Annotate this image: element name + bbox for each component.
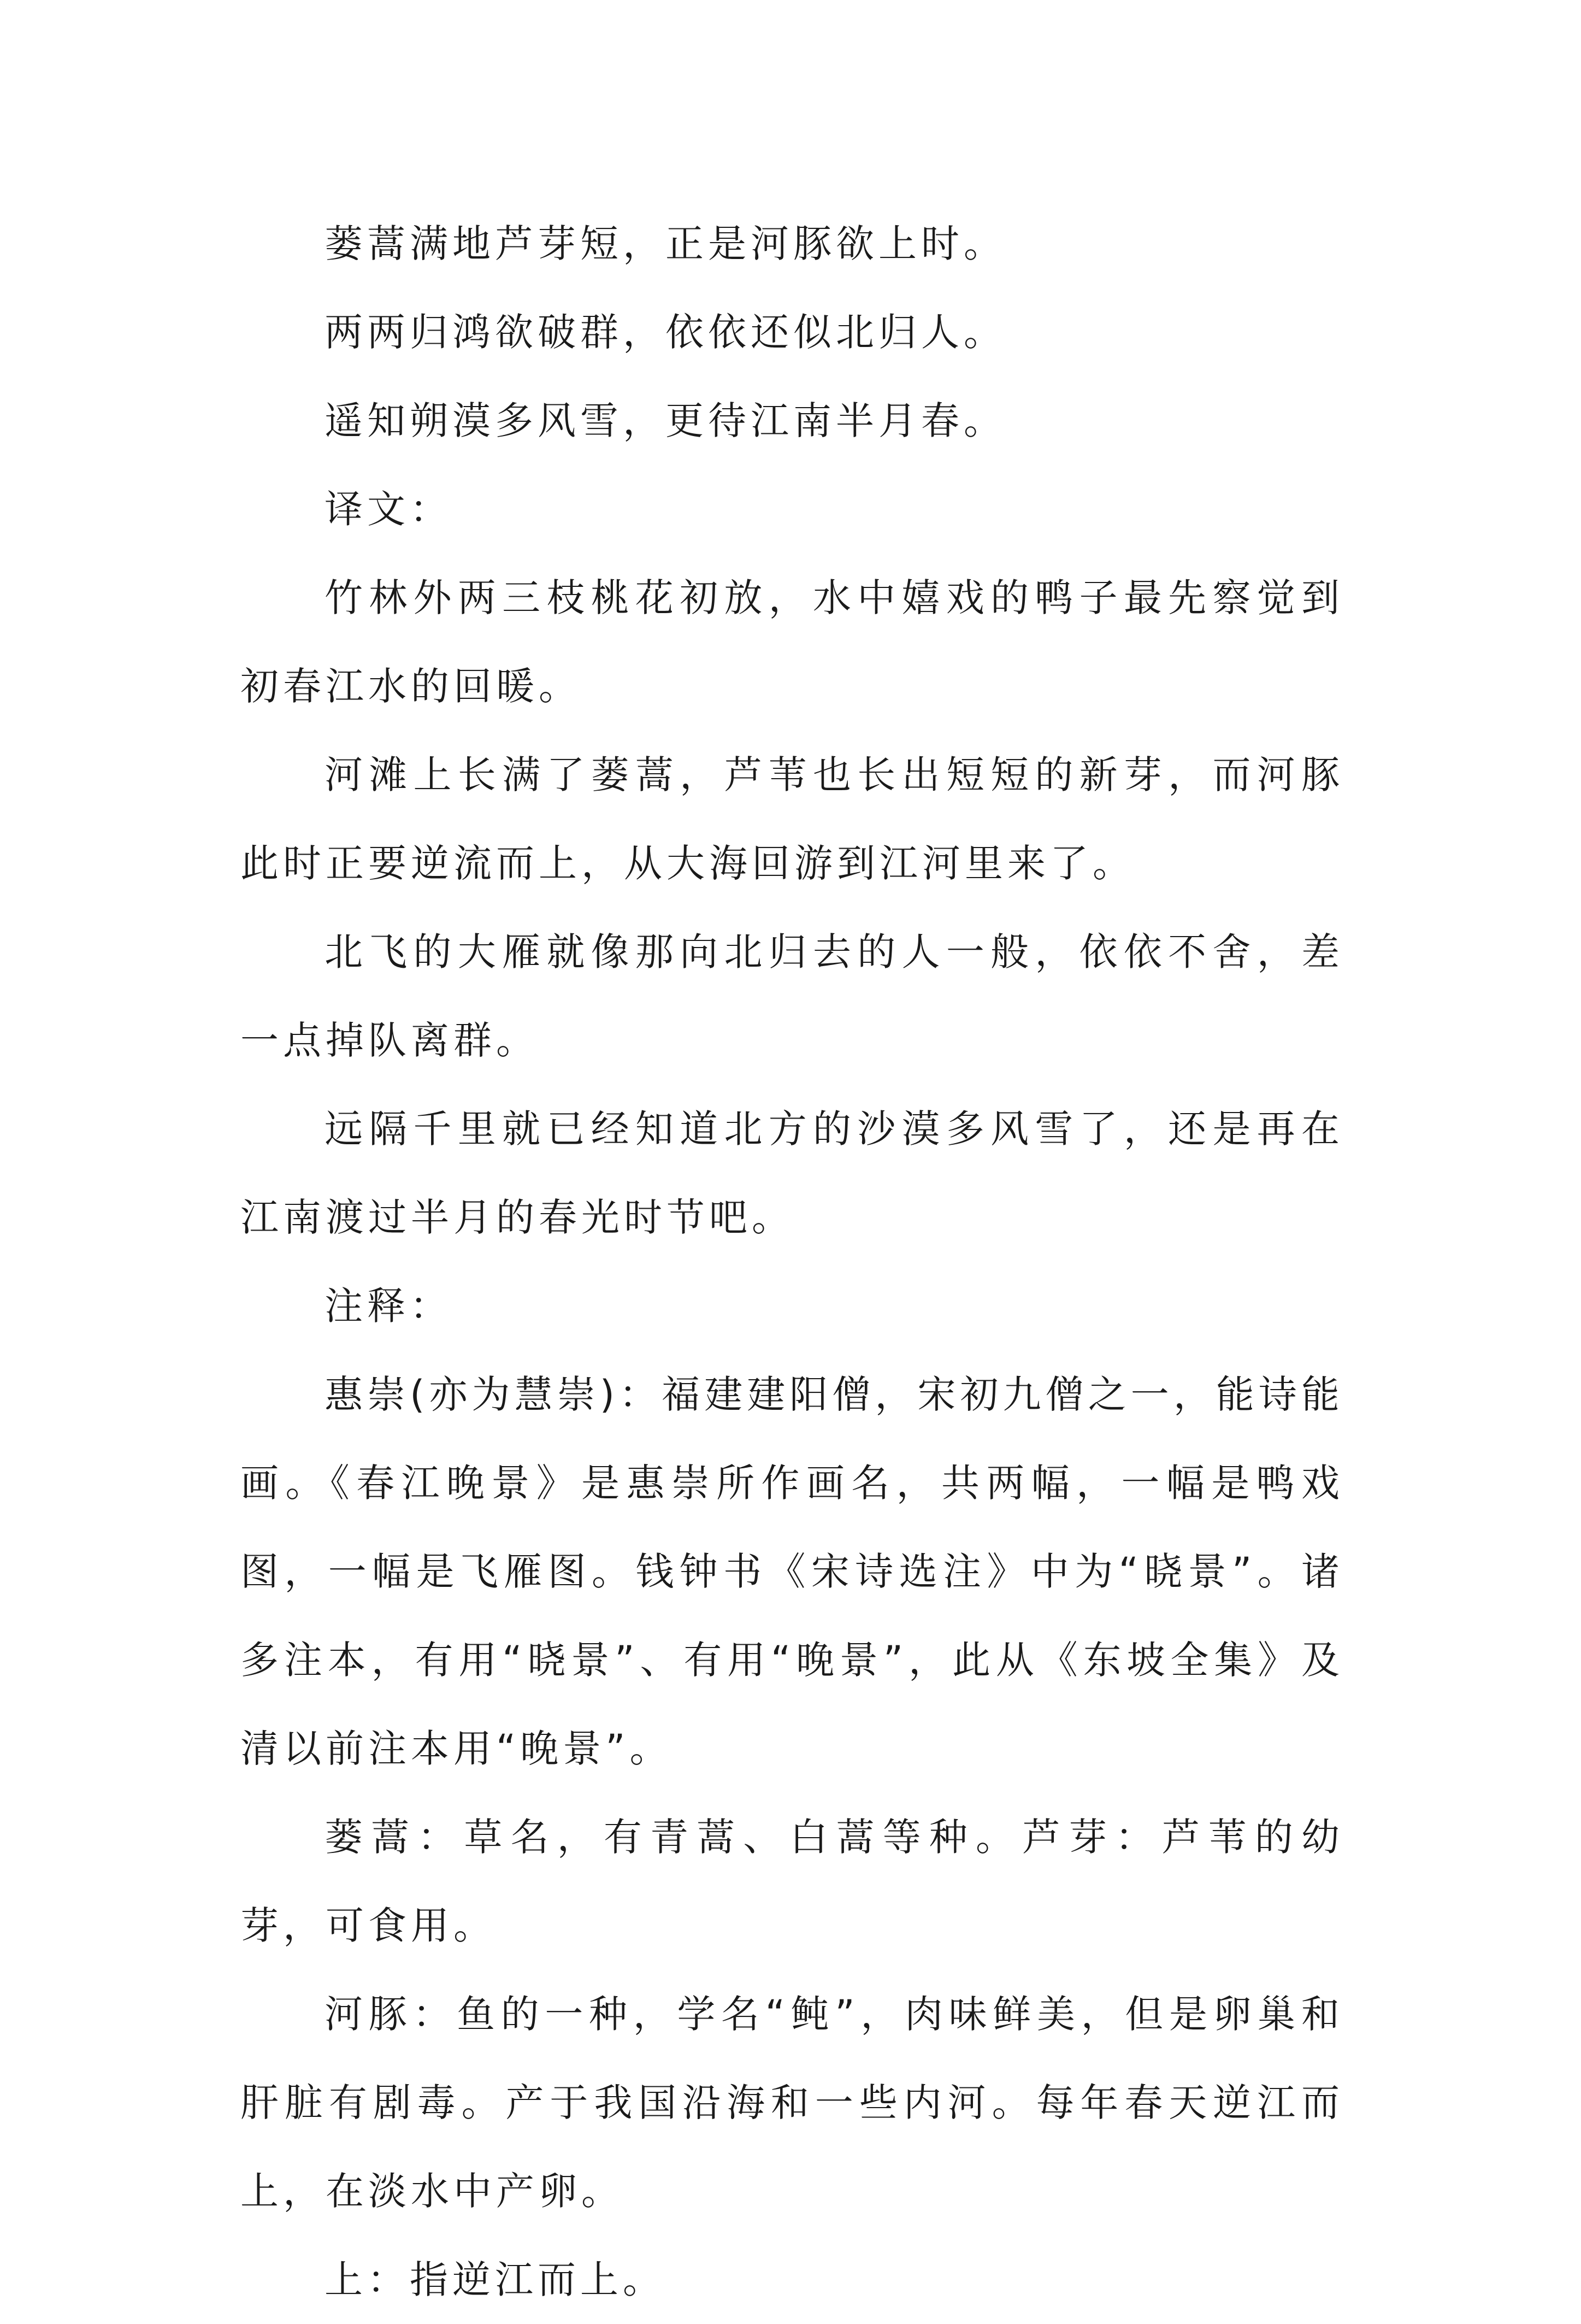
poem-line-1: 蒌蒿满地芦芽短，正是河豚欲上时。 [325,221,1006,266]
note-louhao: 蒌蒿：草名，有青蒿、白蒿等种。芦芽：芦苇的幼芽，可食用。 [240,1815,1344,1948]
poem-line-2: 两两归鸿欲破群，依依还似北归人。 [325,310,1006,355]
translation-paragraph-3: 北飞的大雁就像那向北归去的人一般，依依不舍，差一点掉队离群。 [240,929,1344,1063]
translation-paragraph-1: 竹林外两三枝桃花初放，水中嬉戏的鸭子最先察觉到初春江水的回暖。 [240,575,1344,709]
translation-paragraph-4: 远隔千里就已经知道北方的沙漠多风雪了，还是再在江南渡过半月的春光时节吧。 [240,1107,1344,1240]
note-shang: 上：指逆江而上。 [325,2257,665,2302]
note-hetun: 河豚：鱼的一种，学名“鲀”，肉味鲜美，但是卵巢和肝脏有剧毒。产于我国沿海和一些内河。每年春天逆江而上，在淡水中产卵。 [240,1992,1344,2214]
translation-heading: 译文： [325,487,452,532]
document-body [240,199,1344,2324]
notes-heading: 注释： [325,1284,452,1328]
poem-line-3: 遥知朔漠多风雪，更待江南半月春。 [325,398,1006,443]
note-huichong: 惠崇(亦为慧崇)：福建建阳僧，宋初九僧之一，能诗能画。《春江晚景》是惠崇所作画名，共两幅，一幅是鸭戏图，一幅是飞雁图。钱钟书《宋诗选注》中为“晓景”。诸多注本，有用“晓景”、有用“晚景”，此从《东坡全集》及清以前注本用“晚景”。 [240,1372,1344,1771]
translation-paragraph-2: 河滩上长满了蒌蒿，芦苇也长出短短的新芽，而河豚此时正要逆流而上，从大海回游到江河里来了。 [240,752,1344,886]
